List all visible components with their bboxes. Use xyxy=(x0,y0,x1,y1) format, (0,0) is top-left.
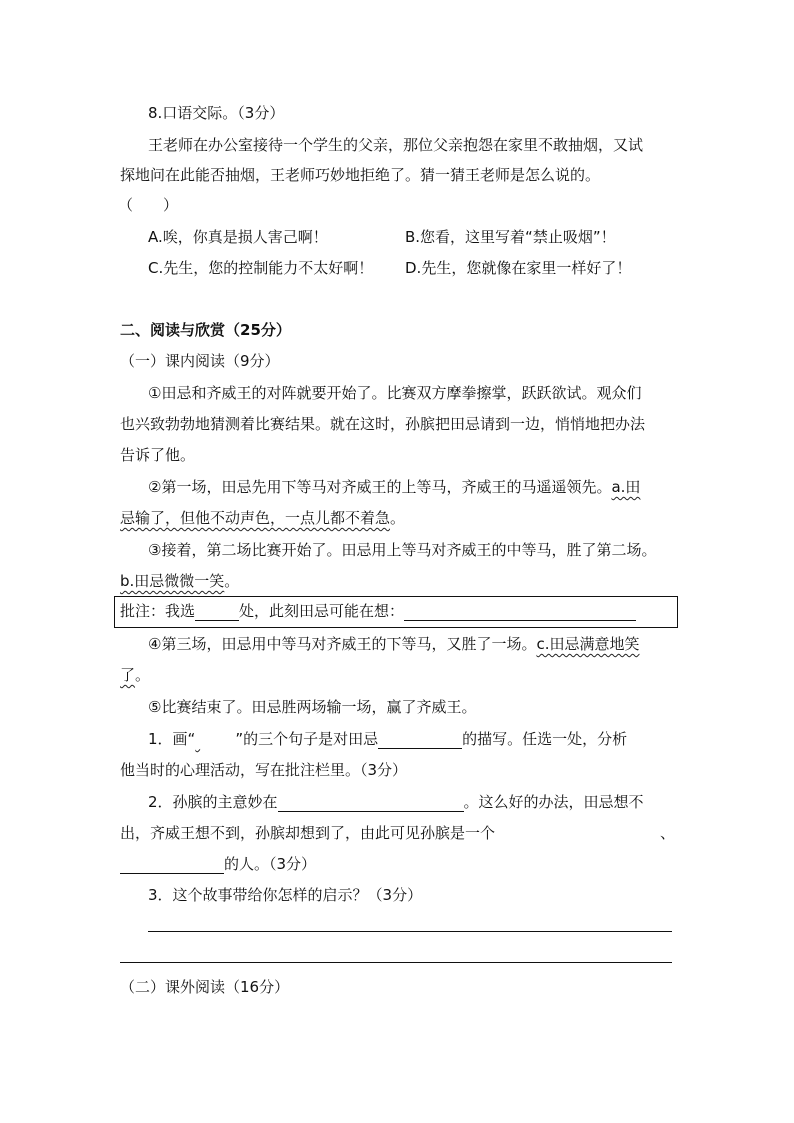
section2-title: 二、阅读与欣赏（25分） xyxy=(120,321,291,339)
q8-title: 8.口语交际。（3分） xyxy=(148,104,285,122)
q1-text-a: 1．画“ xyxy=(148,730,196,748)
q8-option-b: B.您看，这里写着“禁止吸烟”！ xyxy=(405,228,616,246)
question3: 3．这个故事带给你怎样的启示？（3分） xyxy=(148,886,423,904)
para2-line1 xyxy=(148,477,640,497)
para4-line2 xyxy=(120,665,150,685)
q1-text-c: 的描写。任选一处，分析 xyxy=(462,730,628,748)
para1-line3: 告诉了他。 xyxy=(120,446,196,464)
q1-text-b: ”的三个句子是对田忌 xyxy=(235,730,379,748)
sentence-a-end: 忌输了，但他不动声色，一点儿都不着急 xyxy=(120,509,391,527)
sentence-b: b.田忌微微一笑 xyxy=(120,572,225,590)
q1-blank[interactable] xyxy=(378,732,462,749)
para2-text: ②第一场，田忌先用下等马对齐威王的上等马，齐威王的马遥遥领先。 xyxy=(148,478,612,496)
para4-end: 。 xyxy=(135,666,151,684)
annotation-line xyxy=(120,601,636,621)
para3-end: 。 xyxy=(224,572,240,590)
sentence-c-start: c.田忌满意地笑 xyxy=(536,635,640,653)
q8-text-line1: 王老师在办公室接待一个学生的父亲，那位父亲抱怨在家里不敢抽烟，又试 xyxy=(148,136,644,154)
q3-answer-line-2[interactable] xyxy=(120,962,672,963)
para4-line1 xyxy=(148,634,639,654)
q2-text-a: 2．孙膑的主意妙在 xyxy=(148,793,278,811)
question2-line1 xyxy=(148,792,644,812)
q8-option-d: D.先生，您就像在家里一样好了！ xyxy=(405,259,632,277)
q8-option-a: A.唉，你真是损人害己啊！ xyxy=(148,228,328,246)
q2-text-c: 出，齐威王想不到，孙膑却想到了，由此可见孙膑是一个 xyxy=(120,824,496,842)
q8-text-line2: 探地问在此能否抽烟，王老师巧妙地拒绝了。猜一猜王老师是怎么说的。 xyxy=(120,166,601,184)
para2-line2 xyxy=(120,508,405,528)
q2-blank-1[interactable] xyxy=(278,795,464,812)
para3-line2 xyxy=(120,571,239,591)
q8-option-c: C.先生，您的控制能力不太好啊！ xyxy=(148,259,374,277)
question2-line2 xyxy=(120,823,495,843)
para3-line1: ③接着，第二场比赛开始了。田忌用上等马对齐威王的中等马，胜了第二场。 xyxy=(148,541,657,559)
para1-line1: ①田忌和齐威王的对阵就要开始了。比赛双方摩拳擦掌，跃跃欲试。观众们 xyxy=(148,384,642,402)
q2-text-d: 的人。（3分） xyxy=(224,855,317,873)
q8-answer-paren: （ ） xyxy=(118,196,179,214)
annotation-choice-blank[interactable] xyxy=(195,604,239,621)
wavy-line-sample xyxy=(195,729,235,749)
para4-text: ④第三场，田忌用中等马对齐威王的下等马，又胜了一场。 xyxy=(148,635,537,653)
question1-line2: 他当时的心理活动，写在批注栏里。（3分） xyxy=(120,761,408,779)
q2-text-b: 。这么好的办法，田忌想不 xyxy=(463,793,644,811)
q2-comma: 、 xyxy=(660,824,676,842)
para1-line2: 也兴致勃勃地猜测着比赛结果。就在这时，孙膑把田忌请到一边，悄悄地把办法 xyxy=(120,415,646,433)
question1-line1 xyxy=(148,729,627,749)
sentence-a-start: a.田 xyxy=(611,478,641,496)
q3-answer-line-1[interactable] xyxy=(148,931,672,932)
annotation-label: 批注：我选 xyxy=(120,602,196,620)
part1-title: （一）课内阅读（9分） xyxy=(120,352,280,370)
sentence-c-end: 了 xyxy=(120,666,136,684)
annotation-answer-blank[interactable] xyxy=(404,604,636,621)
part2-title: （二）课外阅读（16分） xyxy=(120,978,290,996)
para2-end: 。 xyxy=(390,509,406,527)
question2-line3 xyxy=(120,854,316,874)
q2-blank-2[interactable] xyxy=(120,857,224,874)
annotation-prompt: 处，此刻田忌可能在想： xyxy=(239,602,405,620)
para5: ⑤比赛结束了。田忌胜两场输一场，赢了齐威王。 xyxy=(148,698,477,716)
